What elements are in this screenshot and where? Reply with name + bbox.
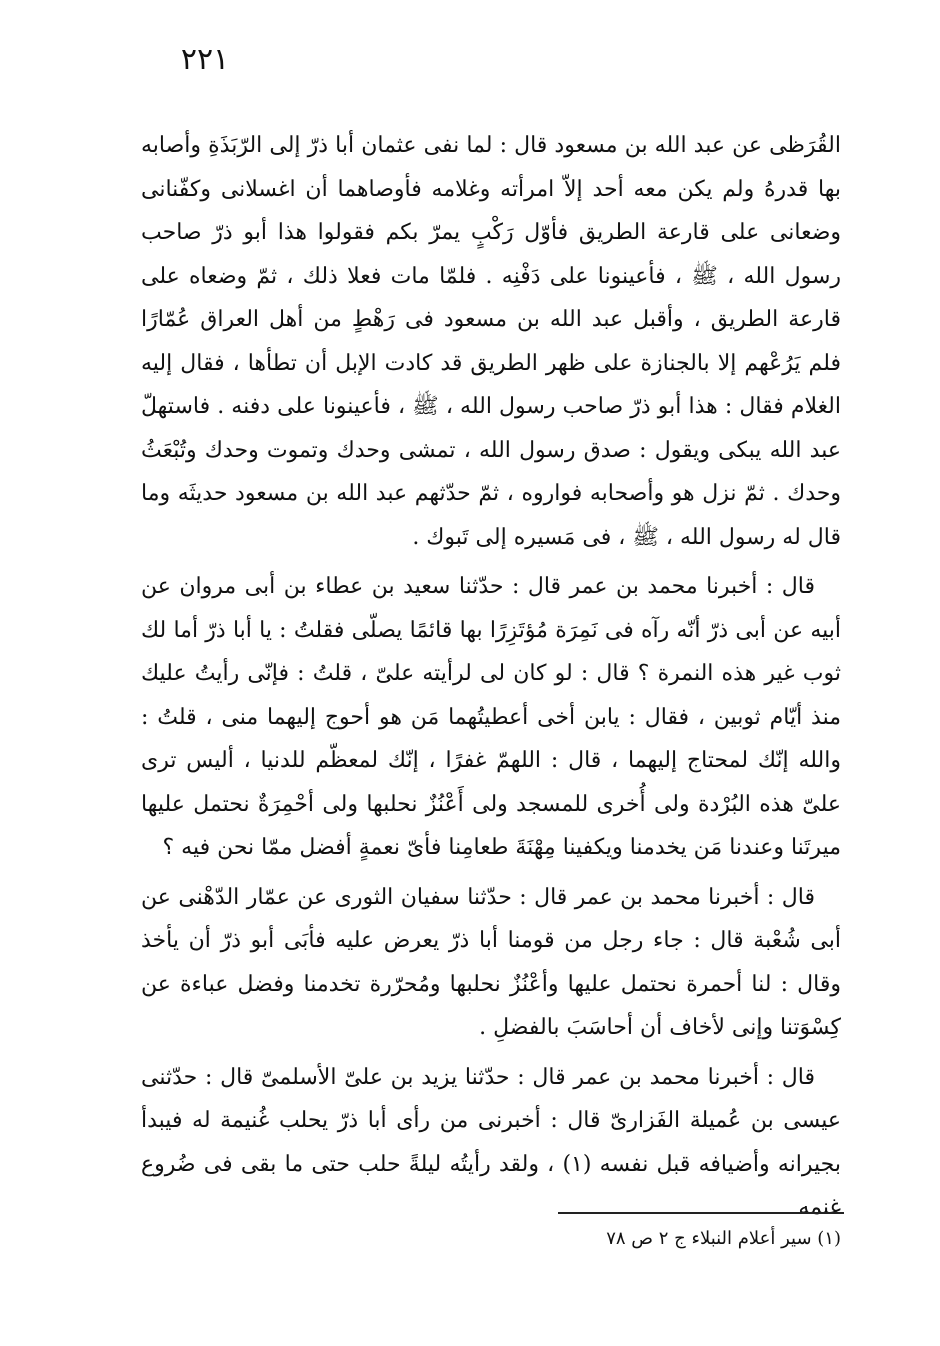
page-number: ٢٢١ bbox=[180, 42, 230, 77]
paragraph-3: قال : أخبرنا محمد بن عمر قال : حدّثنا سفيان الثورى عن عمّار الدّهْنى عن أبى شُعْبة قال : جاء رجل من قومنا أبا ذرّ يعرض عليه فأبَى أبو ذرّ أن يأخذ وقال : لنا أحمرة نحتمل عليها وأعْنُزٌ نحلبها ومُحرّرة تخدمنا وفضل عباءة عن كِسْوَتنا وإنى لأخاف أن أحاسَبَ بالفضلِ . bbox=[141, 884, 841, 1040]
footnote: (١) سير أعلام النبلاء ج ٢ ص ٧٨ bbox=[606, 1228, 841, 1249]
paragraph-2: قال : أخبرنا محمد بن عمر قال : حدّثنا سعيد بن عطاء بن أبى مروان عن أبيه عن أبى ذرّ أنّه رآه فى نَمِرَة مُؤتَزِرًا بها قائمًا يصلّى فقلتُ : يا أبا ذرّ أما لك ثوب غير هذه النمرة ؟ قال : لو كان لى لرأيته علىّ ، قلتُ : فإنّى رأيتُ عليك منذ أيّام ثوبين ، فقال : يابن أخى أعطيتُهما مَن هو أحوج إليهما منى ، قلتُ : والله إنّك لمحتاج إليهما ، قال : اللهمّ غفرًا ، إنّك لمعظّم للدنيا ، أليس ترى علىّ هذه البُرْدة ولى أُخرى للمسجد ولى أَعْنُزٌ نحلبها ولى أحْمِرَةٌ نحتمل عليها ميرتَنا وعندنا مَن يخدمنا ويكفينا مِهْنَةَ طعامِنا فأىّ نعمةٍ أفضل ممّا نحن فيه ؟ bbox=[141, 574, 841, 860]
footnote-divider bbox=[558, 1212, 844, 1214]
paragraph-4: قال : أخبرنا محمد بن عمر قال : حدّثنا يزيد بن علىّ الأسلمىّ قال : حدّثنى عيسى بن عُميلة الفَزارىّ قال : أخبرنى من رأى أبا ذرّ يحلب غُنيمة له فيبدأ بجيرانه وأضيافه قبل نفسه (١) ، ولقد رأيتُه ليلةً حلب حتى ما بقى فى ضُروع غنمه bbox=[141, 1064, 841, 1220]
body-text bbox=[141, 124, 841, 1236]
paragraph-1: القُرَظى عن عبد الله بن مسعود قال : لما نفى عثمان أبا ذرّ إلى الرّبَذَةِ وأصابه بها قدرهُ ولم يكن معه أحد إلاّ امرأته وغلامه فأوصاهما أن اغسلانى وكفّنانى وضعانى على قارعة الطريق فأوّل رَكْبٍ يمرّ بكم فقولوا هذا أبو ذرّ صاحب رسول الله ، ﷺ ، فأعينونا على دَفْنِه . فلمّا مات فعلا ذلك ، ثمّ وضعاه على قارعة الطريق ، وأقبل عبد الله بن مسعود فى رَهْطٍ من أهل العراق عُمّارًا فلم يَرُعْهم إلا بالجنازة على ظهر الطريق قد كادت الإبل أن تطأها ، فقال إليه الغلام فقال : هذا أبو ذرّ صاحب رسول الله ، ﷺ ، فأعينونا على دفنه . فاستهلّ عبد الله يبكى ويقول : صدق رسول الله ، تمشى وحدك وتموت وحدك وتُبْعَثُ وحدك . ثمّ نزل هو وأصحابه فواروه ، ثمّ حدّثهم عبد الله بن مسعود حديثَه وما قال له رسول الله ، ﷺ ، فى مَسيره إلى تَبوك . bbox=[141, 133, 841, 550]
